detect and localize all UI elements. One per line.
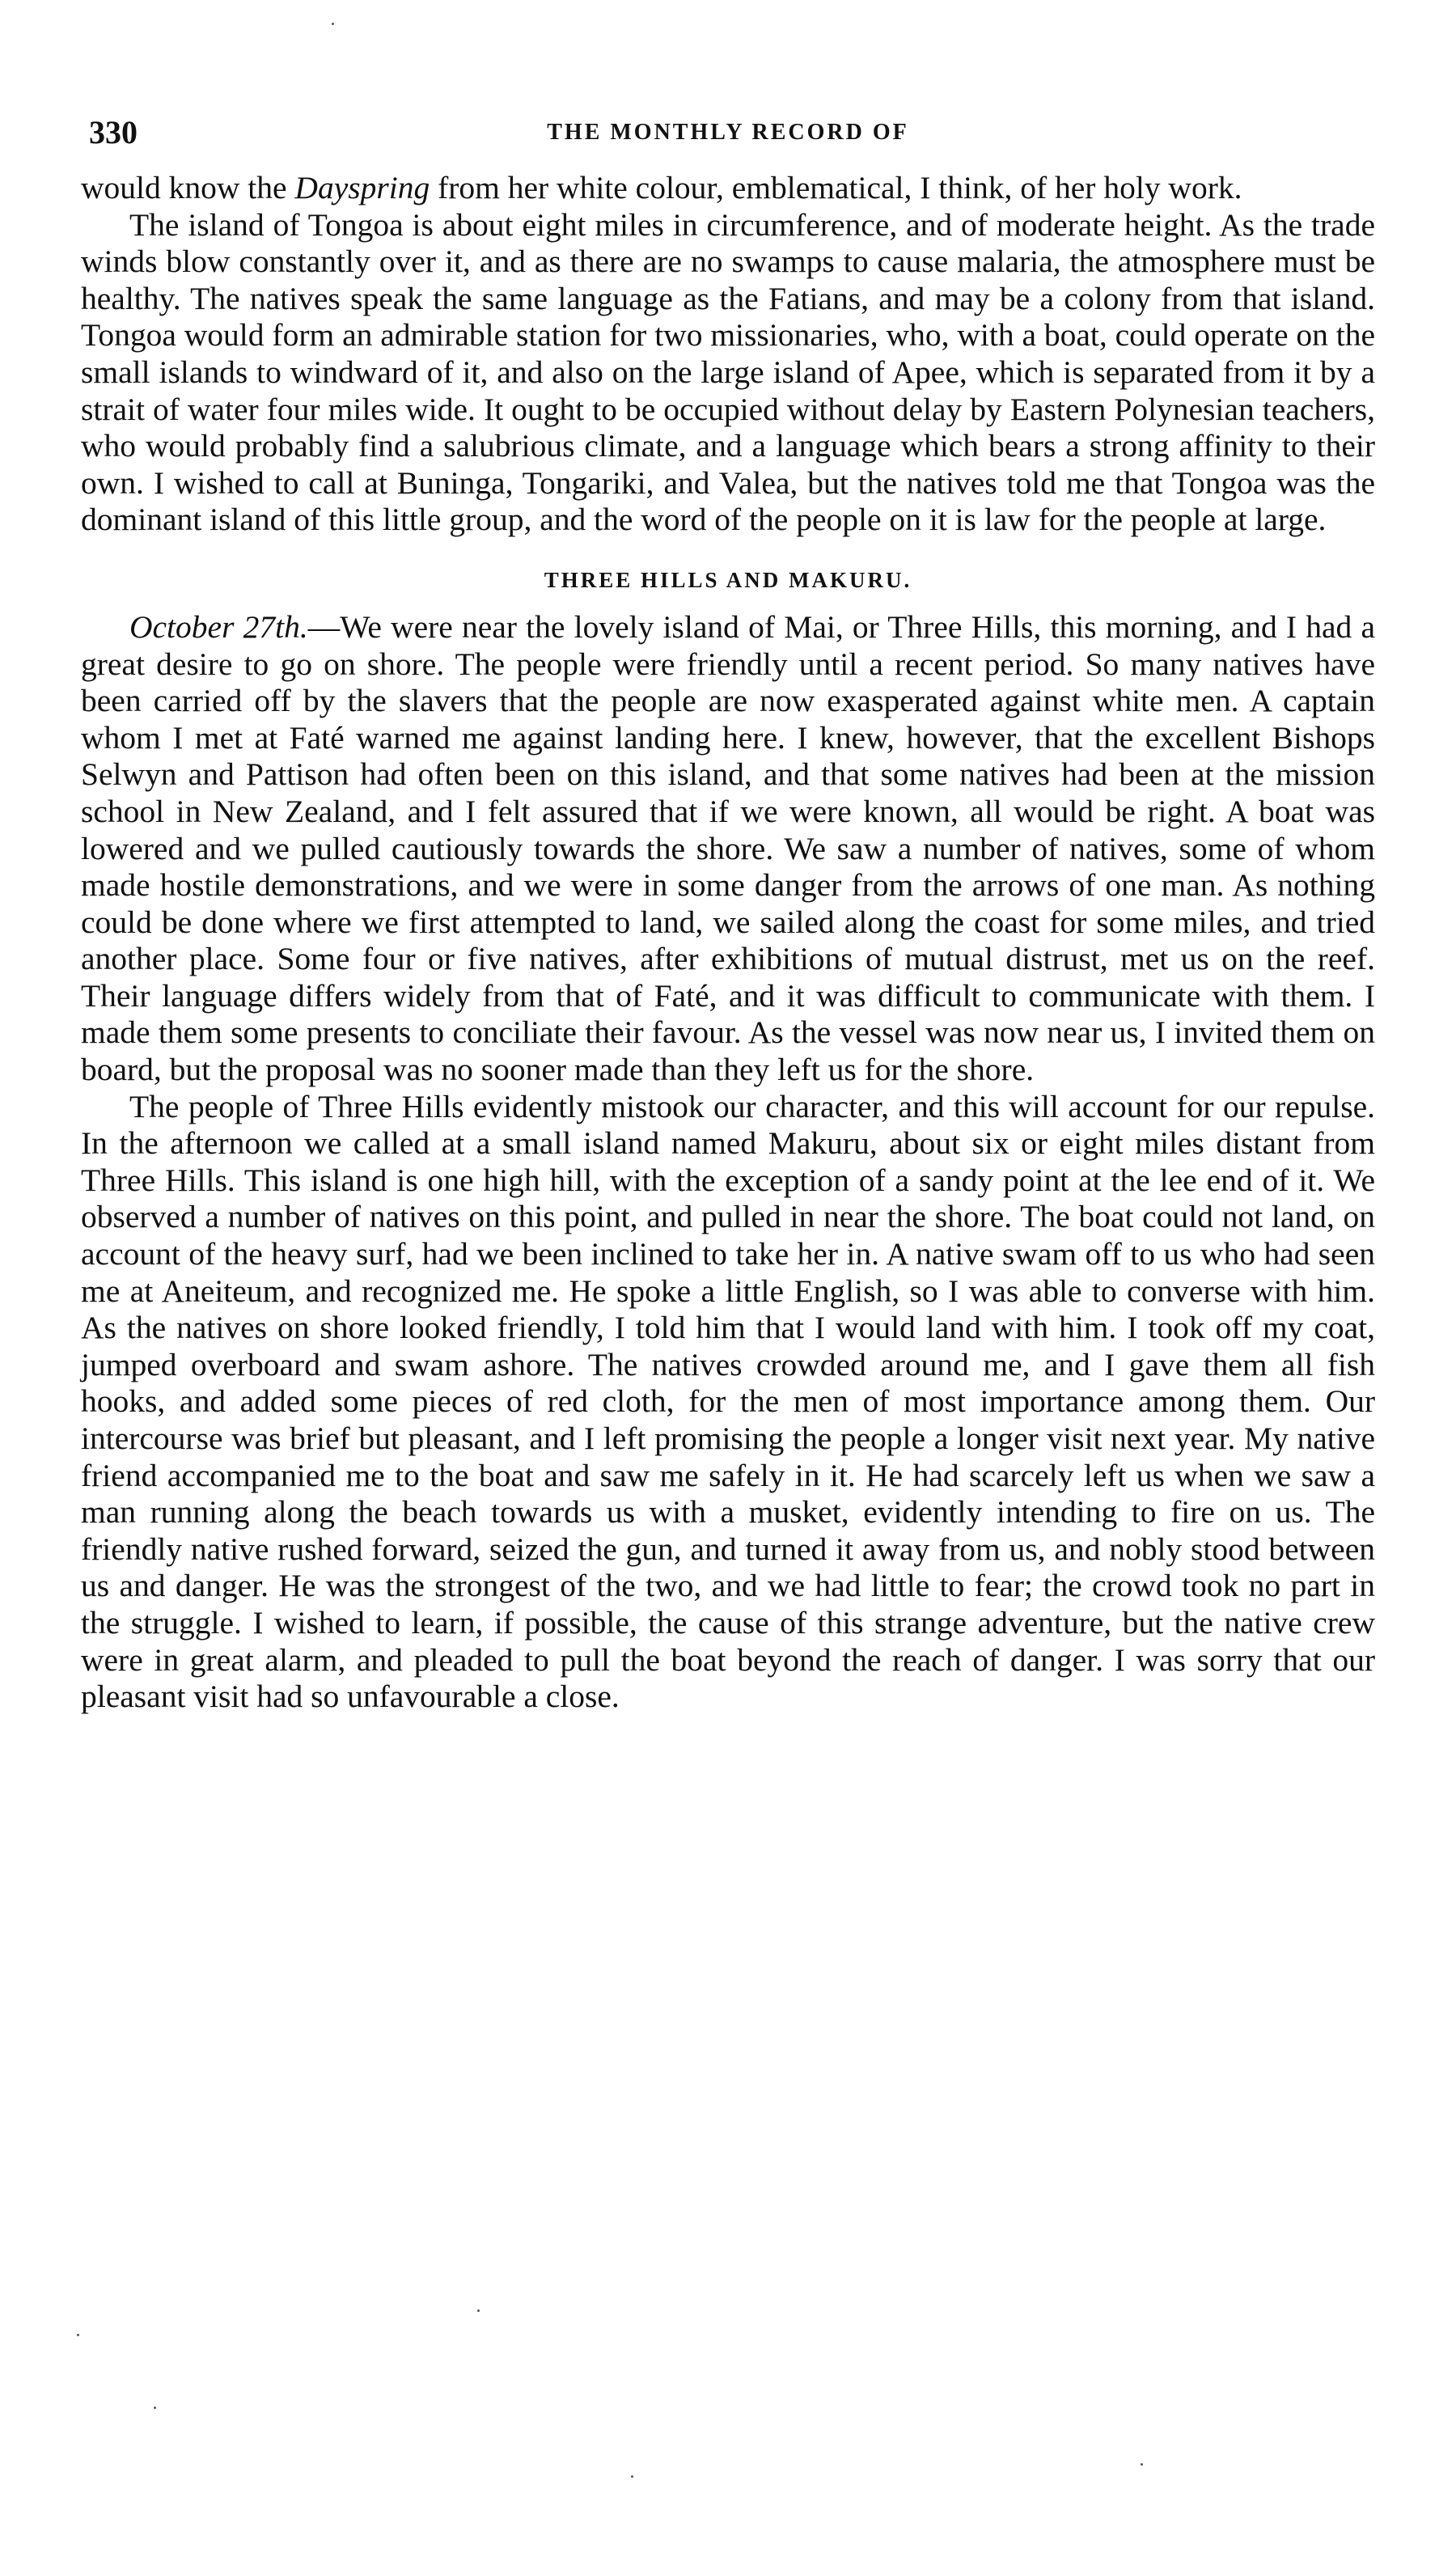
page-number: 330: [89, 114, 138, 150]
continuation-paragraph: [81, 170, 1375, 207]
october-paragraph: [81, 609, 1375, 1089]
book-page: [81, 97, 1375, 2443]
paper-speck: [77, 2334, 79, 2336]
makuru-paragraph: The people of Three Hills evidently mistook our character, and this will account for our repulse. In the afternoon we called at a small island named Makuru, about six or eight miles distant from Three Hills. This island is one high hill, with the exception of a sandy point at the lee end of it. We observed a number of natives on this point, and pulled in near the shore. The boat could not land, on account of the heavy surf, had we been inclined to take her in. A native swam off to us who had seen me at Aneiteum, and recognized me. He spoke a little English, so I was able to converse with him. As the natives on shore looked friendly, I told him that I would land with him. I took off my coat, jumped overboard and swam ashore. The natives crowded around me, and I gave them all fish hooks, and added some pieces of red cloth, for the men of most importance among them. Our intercourse was brief but pleasant, and I left promising the people a longer visit next year. My native friend accompanied me to the boat and saw me safely in it. He had scarcely left us when we saw a man running along the beach towards us with a musket, evidently intending to fire on us. The friendly native rushed forward, seized the gun, and turned it away from us, and nobly stood between us and danger. He was the strongest of the two, and we had little to fear; the crowd took no part in the struggle. I wished to learn, if possible, the cause of this strange adventure, but the native crew were in great alarm, and pleaded to pull the boat beyond the reach of danger. I was sorry that our pleasant visit had so unfavourable a close.: [81, 1088, 1375, 1715]
journal-title: THE MONTHLY RECORD OF: [547, 120, 909, 145]
paper-speck: [332, 23, 334, 25]
entry-date: October 27th.: [129, 608, 308, 645]
running-header: [81, 97, 1375, 162]
section-heading: THREE HILLS AND MAKURU.: [544, 567, 912, 592]
paper-speck: [477, 2310, 480, 2312]
paper-speck: [631, 2475, 633, 2478]
october-paragraph-text: —We were near the lovely island of Mai, or Three Hills, this morning, and I had a great desire to go on shore. The people were friendly until a recent period. So many natives have been carried off by the slavers that the people are now exasperated against white men. A captain whom I met at Faté warned me against landing here. I knew, however, that the excellent Bishops Selwyn and Pattison had often been on this island, and that some natives had been at the mission school in New Zealand, and I felt assured that if we were known, all would be right. A boat was lowered and we pulled cautiously towards the shore. We saw a number of natives, some of whom made hostile demonstrations, and we were in some danger from the arrows of one man. As nothing could be done where we first attempted to land, we sailed along the coast for some miles, and tried another place. Some four or five natives, after exhibitions of mutual distrust, met us on the reef. Their language differs widely from that of Faté, and it was difficult to communicate with them. I made them some presents to conciliate their favour. As the vessel was now near us, I invited them on board, but the proposal was no sooner made than they left us for the shore.: [81, 608, 1375, 1088]
continuation-text-start: would know the: [81, 170, 295, 205]
paper-speck: [154, 2407, 156, 2409]
continuation-text-end: from her white colour, emblematical, I think, of her holy work.: [430, 170, 1242, 205]
paper-speck: [1141, 2463, 1143, 2466]
tongoa-paragraph: The island of Tongoa is about eight miles in circumference, and of moderate height. As the trade winds blow constantly over it, and as there are no swamps to cause malaria, the atmosphere must be healthy. The natives speak the same language as the Fatians, and may be a colony from that island. Tongoa would form an admirable station for two missionaries, who, with a boat, could operate on the small islands to windward of it, and also on the large island of Apee, which is separated from it by a strait of water four miles wide. It ought to be occupied without delay by Eastern Polynesian teachers, who would probably find a salubrious climate, and a language which bears a strong affinity to their own. I wished to call at Buninga, Tongariki, and Valea, but the natives told me that Tongoa was the dominant island of this little group, and the word of the people on it is law for the people at large.: [81, 206, 1375, 538]
ship-name: Dayspring: [294, 170, 430, 205]
